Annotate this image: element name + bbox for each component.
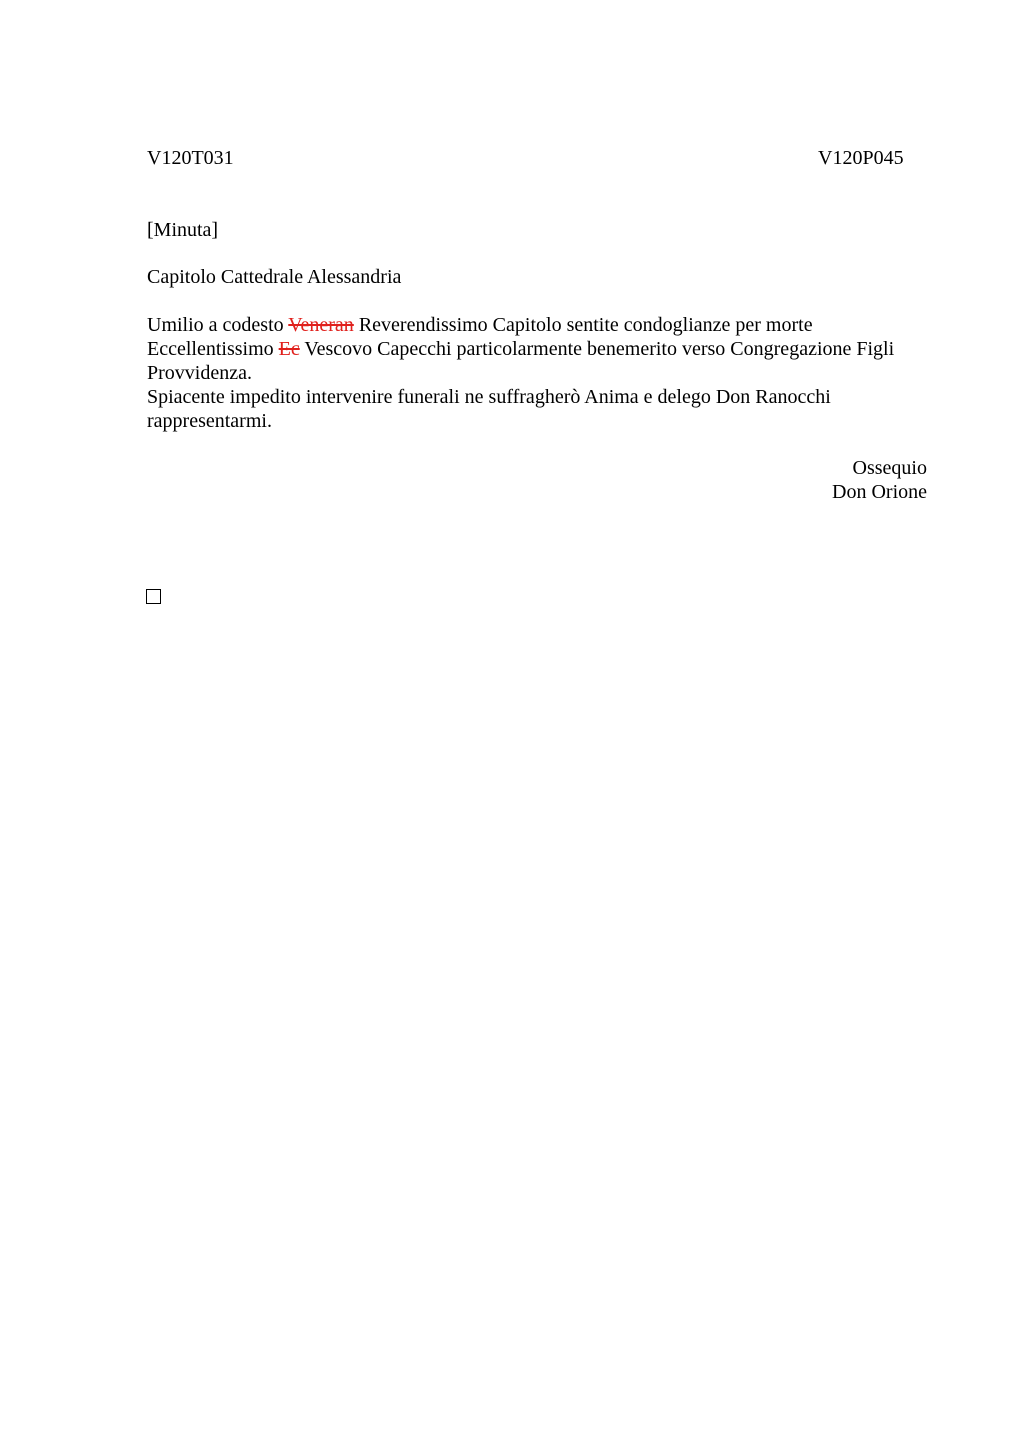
minuta-label: [Minuta] xyxy=(147,219,219,241)
document-code-left: V120T031 xyxy=(147,147,234,169)
letter-body xyxy=(147,313,937,433)
document-code-right: V120P045 xyxy=(818,147,904,169)
struck-word-veneran: Veneran xyxy=(288,314,354,336)
paragraph-1-text-part-3: Vescovo Capecchi particolarmente benemerito verso Congregazione Figli Provvidenza. xyxy=(147,338,895,384)
letter-paragraph-2: Spiacente impedito intervenire funerali ne suffragherò Anima e delego Don Ranocchi rappresentarmi. xyxy=(147,386,831,432)
paragraph-1-text-part-1: Umilio a codesto xyxy=(147,314,289,336)
letter-closing xyxy=(832,456,927,504)
struck-word-ec: Ec xyxy=(278,338,300,360)
signature: Don Orione xyxy=(832,481,927,503)
closing-salutation: Ossequio xyxy=(852,457,927,479)
paragraph-1-text-part-2: Reverendissimo Capitolo sentite condoglianze per morte Eccellentissimo xyxy=(147,314,813,360)
empty-checkbox-icon[interactable] xyxy=(146,589,161,604)
letter-paragraph-1 xyxy=(147,313,937,385)
recipient-line: Capitolo Cattedrale Alessandria xyxy=(147,266,402,288)
